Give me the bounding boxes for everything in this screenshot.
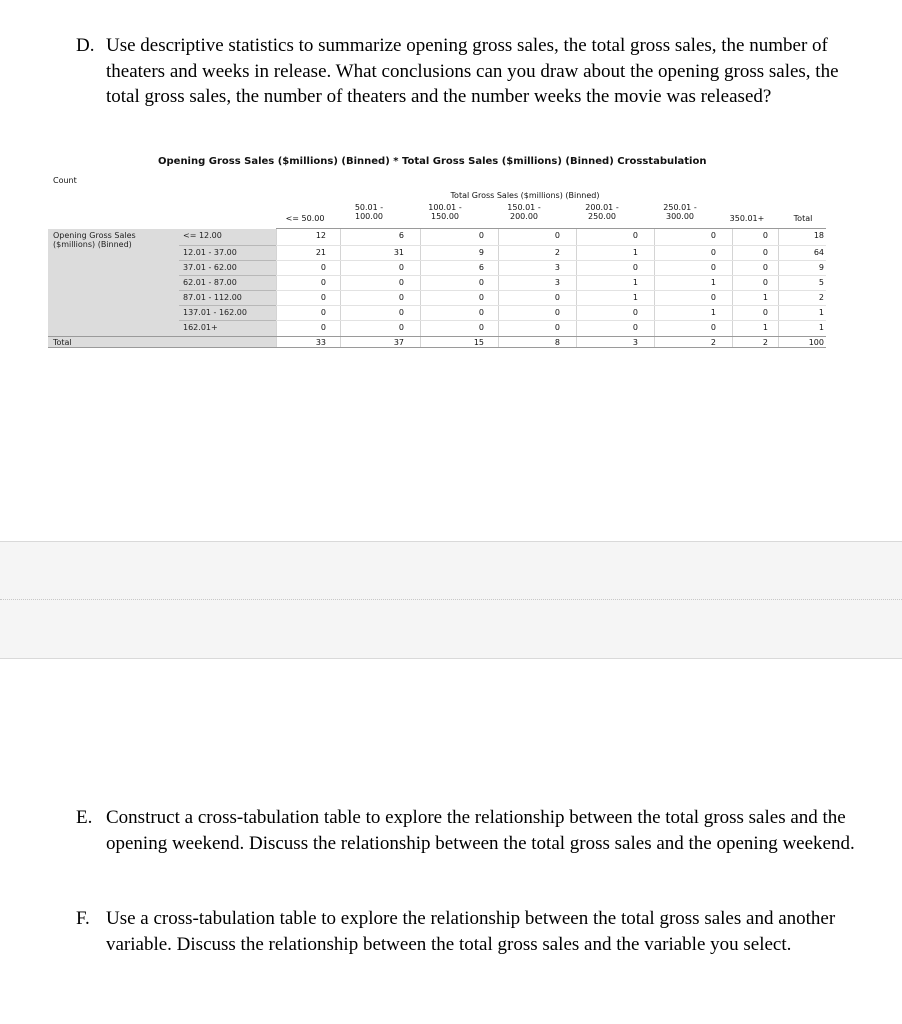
row-label: <= 12.00 <box>183 231 222 240</box>
table-cell: 0 <box>478 278 484 287</box>
table-cell: 0 <box>632 263 638 272</box>
column-header-line1: 100.01 - <box>428 203 462 212</box>
crosstab-title: Opening Gross Sales ($millions) (Binned) * Total Gross Sales ($millions) (Binned) Crosstabulation <box>158 156 707 167</box>
column-header <box>410 203 480 221</box>
table-cell: 21 <box>315 248 326 257</box>
row-label: 62.01 - 87.00 <box>183 278 237 287</box>
row-rule <box>179 305 276 306</box>
table-cell: 0 <box>762 248 768 257</box>
table-cell: 0 <box>398 293 404 302</box>
table-cell: 1 <box>632 248 638 257</box>
column-header-line2: Total <box>793 214 813 223</box>
column-divider <box>498 229 499 347</box>
table-cell: 0 <box>320 323 326 332</box>
column-header-line2: <= 50.00 <box>285 214 325 223</box>
column-header <box>567 203 637 221</box>
question-f-letter: F. <box>76 908 90 929</box>
table-top-rule <box>276 228 826 229</box>
total-cell: 15 <box>473 338 484 347</box>
table-cell: 0 <box>554 231 560 240</box>
table-cell: 0 <box>478 293 484 302</box>
table-cell: 0 <box>710 231 716 240</box>
cell-row-rule <box>276 290 826 291</box>
column-header-line2: 350.01+ <box>729 214 765 223</box>
total-cell: 100 <box>808 338 824 347</box>
row-label: 137.01 - 162.00 <box>183 308 247 317</box>
table-cell: 1 <box>818 308 824 317</box>
table-cell: 0 <box>762 231 768 240</box>
table-cell: 0 <box>710 248 716 257</box>
table-cell: 1 <box>632 293 638 302</box>
table-cell: 5 <box>818 278 824 287</box>
column-header-line2: 250.00 <box>588 212 616 221</box>
total-cell: 2 <box>710 338 716 347</box>
table-cell: 0 <box>762 263 768 272</box>
table-cell: 0 <box>710 293 716 302</box>
table-cell: 0 <box>320 308 326 317</box>
total-cell: 8 <box>554 338 560 347</box>
total-cell: 3 <box>632 338 638 347</box>
question-e <box>76 805 856 856</box>
column-header <box>270 214 340 223</box>
crosstab-count-label: Count <box>53 176 77 185</box>
table-cell: 0 <box>762 278 768 287</box>
table-cell: 18 <box>813 231 824 240</box>
table-cell: 9 <box>478 248 484 257</box>
table-cell: 0 <box>398 308 404 317</box>
table-cell: 1 <box>818 323 824 332</box>
row-label: 87.01 - 112.00 <box>183 293 242 302</box>
question-e-letter: E. <box>76 807 93 828</box>
table-cell: 9 <box>818 263 824 272</box>
row-label: 37.01 - 62.00 <box>183 263 237 272</box>
row-rule <box>179 290 276 291</box>
question-f-text: Use a cross-tabulation table to explore the relationship between the total gross sales and another variable. Discuss the relationship between the total gross sales and the variable you select. <box>106 908 836 955</box>
table-cell: 1 <box>710 278 716 287</box>
table-cell: 0 <box>320 278 326 287</box>
table-cell: 0 <box>320 263 326 272</box>
table-cell: 0 <box>478 323 484 332</box>
table-cell: 31 <box>393 248 404 257</box>
table-cell: 0 <box>554 323 560 332</box>
table-cell: 6 <box>478 263 484 272</box>
column-header <box>489 203 559 221</box>
column-header-line1: 250.01 - <box>663 203 697 212</box>
table-cell: 0 <box>398 278 404 287</box>
table-cell: 0 <box>554 308 560 317</box>
row-label: 12.01 - 37.00 <box>183 248 237 257</box>
question-d <box>76 33 856 110</box>
column-header-line2: 200.00 <box>510 212 538 221</box>
question-f <box>76 906 856 957</box>
column-header <box>768 214 838 223</box>
column-divider <box>778 229 779 347</box>
table-cell: 0 <box>478 308 484 317</box>
column-header-line2: 100.00 <box>355 212 383 221</box>
question-d-text: Use descriptive statistics to summarize opening gross sales, the total gross sales, the number of theaters and weeks in release. What conclusions can you draw about the opening gross sales, the total gross sales, the number of theaters and the number weeks the movie was released? <box>106 35 839 107</box>
total-row-bottom-rule <box>48 347 826 348</box>
table-cell: 1 <box>632 278 638 287</box>
table-cell: 2 <box>818 293 824 302</box>
table-cell: 0 <box>710 263 716 272</box>
row-group-label-text: Opening Gross Sales ($millions) (Binned) <box>53 231 136 249</box>
table-cell: 1 <box>710 308 716 317</box>
cell-row-rule <box>276 260 826 261</box>
row-label: 162.01+ <box>183 323 218 332</box>
table-cell: 0 <box>710 323 716 332</box>
table-cell: 0 <box>632 308 638 317</box>
table-cell: 0 <box>398 263 404 272</box>
cell-row-rule <box>276 245 826 246</box>
total-row-top-rule <box>48 336 826 337</box>
cell-row-rule <box>276 305 826 306</box>
table-cell: 64 <box>813 248 824 257</box>
answer-area-divider <box>0 599 902 600</box>
column-header-line1: 200.01 - <box>585 203 619 212</box>
table-cell: 1 <box>762 323 768 332</box>
table-cell: 6 <box>398 231 404 240</box>
table-cell: 3 <box>554 263 560 272</box>
crosstab-row-group-label <box>53 231 173 249</box>
table-cell: 0 <box>398 323 404 332</box>
column-header-line2: 300.00 <box>666 212 694 221</box>
column-divider <box>654 229 655 347</box>
column-header <box>645 203 715 221</box>
row-rule <box>179 275 276 276</box>
column-header-line2: 150.00 <box>431 212 459 221</box>
column-divider <box>420 229 421 347</box>
total-cell: 33 <box>315 338 326 347</box>
column-header <box>334 203 404 221</box>
column-divider <box>576 229 577 347</box>
column-header-line1: 50.01 - <box>354 203 384 212</box>
crosstab-column-group-label: Total Gross Sales ($millions) (Binned) <box>450 191 600 200</box>
answer-area[interactable] <box>0 541 902 659</box>
total-cell: 2 <box>762 338 768 347</box>
row-rule <box>179 320 276 321</box>
table-cell: 0 <box>554 293 560 302</box>
table-cell: 0 <box>632 231 638 240</box>
row-rule <box>179 260 276 261</box>
column-divider <box>340 229 341 347</box>
table-cell: 0 <box>632 323 638 332</box>
row-rule <box>179 245 276 246</box>
total-cell: 37 <box>393 338 404 347</box>
cell-row-rule <box>276 320 826 321</box>
table-cell: 0 <box>320 293 326 302</box>
table-cell: 12 <box>315 231 326 240</box>
column-divider <box>276 229 277 347</box>
table-cell: 2 <box>554 248 560 257</box>
question-d-letter: D. <box>76 35 95 56</box>
table-cell: 1 <box>762 293 768 302</box>
table-cell: 0 <box>762 308 768 317</box>
question-e-text: Construct a cross-tabulation table to explore the relationship between the total gross sales and the opening weekend. Discuss the relationship between the total gross sales and the opening weekend. <box>106 807 855 854</box>
cell-row-rule <box>276 275 826 276</box>
table-cell: 3 <box>554 278 560 287</box>
total-row-label: Total <box>53 338 72 347</box>
table-cell: 0 <box>478 231 484 240</box>
column-header-line1: 150.01 - <box>507 203 541 212</box>
